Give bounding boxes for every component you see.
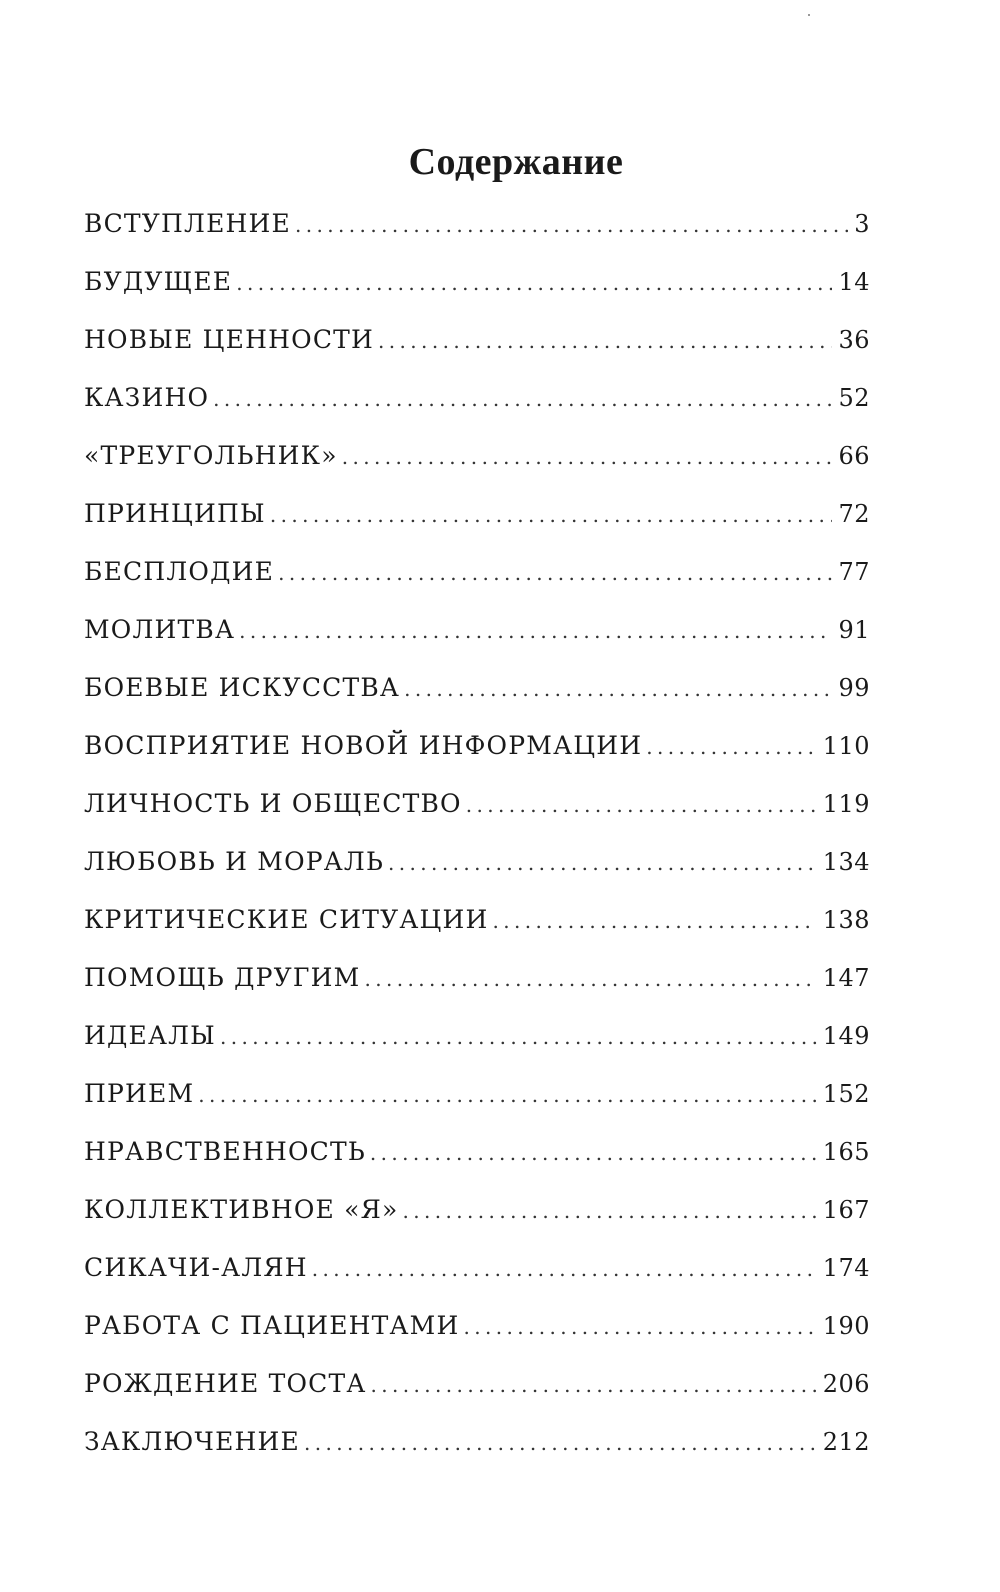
toc-entry-page: 212 xyxy=(822,1428,870,1456)
dot-leader xyxy=(404,665,832,713)
dot-leader xyxy=(304,1419,817,1467)
toc-entry xyxy=(84,258,870,316)
dot-leader xyxy=(371,1361,817,1409)
toc-entry-page: 119 xyxy=(822,790,870,818)
toc-entry xyxy=(84,432,870,490)
toc-entry-page: 190 xyxy=(822,1312,870,1340)
toc-entry xyxy=(84,664,870,722)
toc-entry xyxy=(84,1244,870,1302)
dot-leader xyxy=(364,955,816,1003)
dot-leader xyxy=(342,433,833,481)
toc-entry xyxy=(84,490,870,548)
toc-entry-title: КРИТИЧЕСКИЕ СИТУАЦИИ xyxy=(84,905,489,934)
scan-speck xyxy=(808,14,810,16)
toc-entry xyxy=(84,1012,870,1070)
toc-entry-title: БЕСПЛОДИЕ xyxy=(84,557,275,586)
dot-leader xyxy=(463,1303,816,1351)
toc-entry-title: ПРИЕМ xyxy=(84,1079,195,1108)
toc-entry-title: ЛИЧНОСТЬ И ОБЩЕСТВО xyxy=(84,789,462,818)
toc-entry-page: 91 xyxy=(838,616,870,644)
toc-entry-page: 152 xyxy=(822,1080,870,1108)
dot-leader xyxy=(213,375,832,423)
toc-entry-title: НРАВСТВЕННОСТЬ xyxy=(84,1137,366,1166)
dot-leader xyxy=(466,781,817,829)
dot-leader xyxy=(220,1013,817,1061)
toc-entry-page: 206 xyxy=(822,1370,870,1398)
toc-entry-title: ЛЮБОВЬ И МОРАЛЬ xyxy=(84,847,385,876)
dot-leader xyxy=(278,549,832,597)
toc-entry xyxy=(84,1128,870,1186)
toc-entry xyxy=(84,374,870,432)
toc-entry xyxy=(84,548,870,606)
table-of-contents xyxy=(84,200,870,1476)
dot-leader xyxy=(493,897,817,945)
toc-entry xyxy=(84,1302,870,1360)
page-title: Содержание xyxy=(408,141,624,183)
toc-entry-title: «ТРЕУГОЛЬНИК» xyxy=(84,441,338,470)
toc-entry-page: 99 xyxy=(838,674,870,702)
toc-entry-title: БОЕВЫЕ ИСКУССТВА xyxy=(84,673,401,702)
toc-entry-page: 72 xyxy=(838,500,870,528)
toc-entry xyxy=(84,780,870,838)
toc-entry-page: 174 xyxy=(822,1254,870,1282)
toc-entry xyxy=(84,200,870,258)
toc-entry-title: ПОМОЩЬ ДРУГИМ xyxy=(84,963,361,992)
toc-entry xyxy=(84,896,870,954)
toc-entry-page: 138 xyxy=(822,906,870,934)
toc-entry xyxy=(84,722,870,780)
dot-leader xyxy=(403,1187,817,1235)
toc-entry-title: РОЖДЕНИЕ ТОСТА xyxy=(84,1369,367,1398)
toc-entry-page: 36 xyxy=(838,326,870,354)
dot-leader xyxy=(270,491,833,539)
toc-entry xyxy=(84,838,870,896)
dot-leader xyxy=(239,607,832,655)
toc-entry-title: ВОСПРИЯТИЕ НОВОЙ ИНФОРМАЦИИ xyxy=(84,731,643,760)
toc-entry-page: 52 xyxy=(838,384,870,412)
toc-entry-title: НОВЫЕ ЦЕННОСТИ xyxy=(84,325,375,354)
toc-entry-title: ВСТУПЛЕНИЕ xyxy=(84,209,292,238)
dot-leader xyxy=(388,839,817,887)
toc-entry-page: 110 xyxy=(822,732,870,760)
toc-entry-page: 66 xyxy=(838,442,870,470)
toc-entry xyxy=(84,316,870,374)
toc-entry xyxy=(84,1360,870,1418)
dot-leader xyxy=(295,201,848,249)
dot-leader xyxy=(312,1245,817,1293)
toc-entry-title: ЗАКЛЮЧЕНИЕ xyxy=(84,1427,300,1456)
dot-leader xyxy=(646,723,816,771)
toc-entry-title: БУДУЩЕЕ xyxy=(84,267,233,296)
toc-entry-page: 134 xyxy=(822,848,870,876)
toc-entry xyxy=(84,1070,870,1128)
toc-entry-title: ПРИНЦИПЫ xyxy=(84,499,266,528)
toc-entry-page: 167 xyxy=(822,1196,870,1224)
toc-entry-title: КОЛЛЕКТИВНОЕ «Я» xyxy=(84,1195,399,1224)
toc-entry-title: ИДЕАЛЫ xyxy=(84,1021,216,1050)
toc-entry xyxy=(84,954,870,1012)
dot-leader xyxy=(198,1071,816,1119)
dot-leader xyxy=(236,259,832,307)
toc-entry-title: СИКАЧИ-АЛЯН xyxy=(84,1253,308,1282)
dot-leader xyxy=(378,317,832,365)
toc-entry-page: 77 xyxy=(838,558,870,586)
toc-entry xyxy=(84,1186,870,1244)
toc-entry-page: 3 xyxy=(854,210,870,238)
dot-leader xyxy=(370,1129,817,1177)
toc-entry xyxy=(84,1418,870,1476)
toc-entry xyxy=(84,606,870,664)
toc-entry-title: РАБОТА С ПАЦИЕНТАМИ xyxy=(84,1311,460,1340)
toc-entry-page: 147 xyxy=(822,964,870,992)
toc-entry-page: 165 xyxy=(822,1138,870,1166)
toc-entry-title: КАЗИНО xyxy=(84,383,210,412)
toc-entry-page: 149 xyxy=(822,1022,870,1050)
toc-entry-title: МОЛИТВА xyxy=(84,615,236,644)
toc-entry-page: 14 xyxy=(838,268,870,296)
